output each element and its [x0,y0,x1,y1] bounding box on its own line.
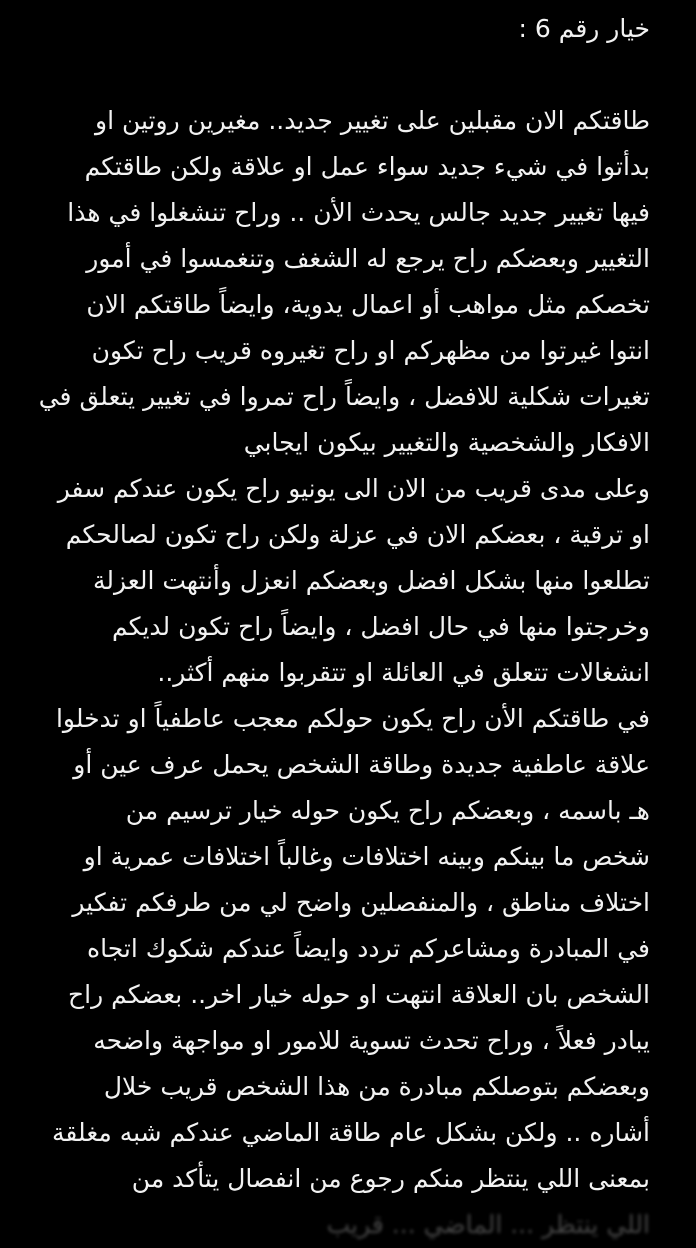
text-line: وبعضكم بتوصلكم مبادرة من هذا الشخص قريب خلال [103,1072,650,1101]
text-line: طاقتكم الان مقبلين على تغيير جديد.. مغيرين روتين او [95,106,650,135]
text-line: شخص ما بينكم وبينه اختلافات وغالباً اختلافات عمرية او [83,842,650,871]
text-line: أشاره .. ولكن بشكل عام طاقة الماضي عندكم شبه مغلقة [52,1118,650,1147]
text-line: انتوا غيرتوا من مظهركم او راح تغيروه قريب راح تكون [91,336,650,365]
text-line: في المبادرة ومشاعركم تردد وايضاً عندكم شكوك اتجاه [87,934,650,963]
text-line: الشخص بان العلاقة انتهت او حوله خيار اخر.. بعضكم راح [68,980,650,1009]
text-line: يبادر فعلاً ، وراح تحدث تسوية للامور او مواجهة واضحه [93,1026,650,1055]
text-line: تغيرات شكلية للافضل ، وايضاً راح تمروا في تغيير يتعلق في [38,382,650,411]
text-line: بمعنى اللي ينتظر منكم رجوع من انفصال يتأكد من [131,1164,650,1193]
text-line: او ترقية ، بعضكم الان في عزلة ولكن راح تكون لصالحكم [65,520,650,549]
text-line: علاقة عاطفية جديدة وطاقة الشخص يحمل عرف عين أو [73,750,650,779]
text-line: هـ باسمه ، وبعضكم راح يكون حوله خيار ترسيم من [125,796,650,825]
text-line: وخرجتوا منها في حال افضل ، وايضاً راح تكون لديكم [112,612,650,641]
text-line: اختلاف مناطق ، والمنفصلين واضح لي من طرفكم تفكير [72,888,650,917]
blank-line [20,52,650,98]
text-line: في طاقتكم الأن راح يكون حولكم معجب عاطفياً او تدخلوا [55,704,650,733]
text-line: التغيير وبعضكم راح يرجع له الشغف وتنغمسوا في أمور [86,244,650,273]
faded-text-line: اللي ينتظر ... الماضي ... قريب [326,1210,650,1239]
text-line: تطلعوا منها بشكل افضل وبعضكم انعزل وأنتهت العزلة [92,566,650,595]
text-line: بدأتوا في شيء جديد سواء عمل او علاقة ولكن طاقتكم [84,152,650,181]
text-line: وعلى مدى قريب من الان الى يونيو راح يكون عندكم سفر [57,474,650,503]
text-line: الافكار والشخصية والتغيير بيكون ايجابي [243,428,650,457]
text-line: فيها تغيير جديد جالس يحدث الأن .. وراح تنشغلوا في هذا [67,198,650,227]
note-title: خيار رقم 6 : [518,14,650,43]
text-line: تخصكم مثل مواهب أو اعمال يدوية، وايضاً طاقتكم الان [86,290,650,319]
text-line: انشغالات تتعلق في العائلة او تتقربوا منهم أكثر.. [157,658,650,687]
